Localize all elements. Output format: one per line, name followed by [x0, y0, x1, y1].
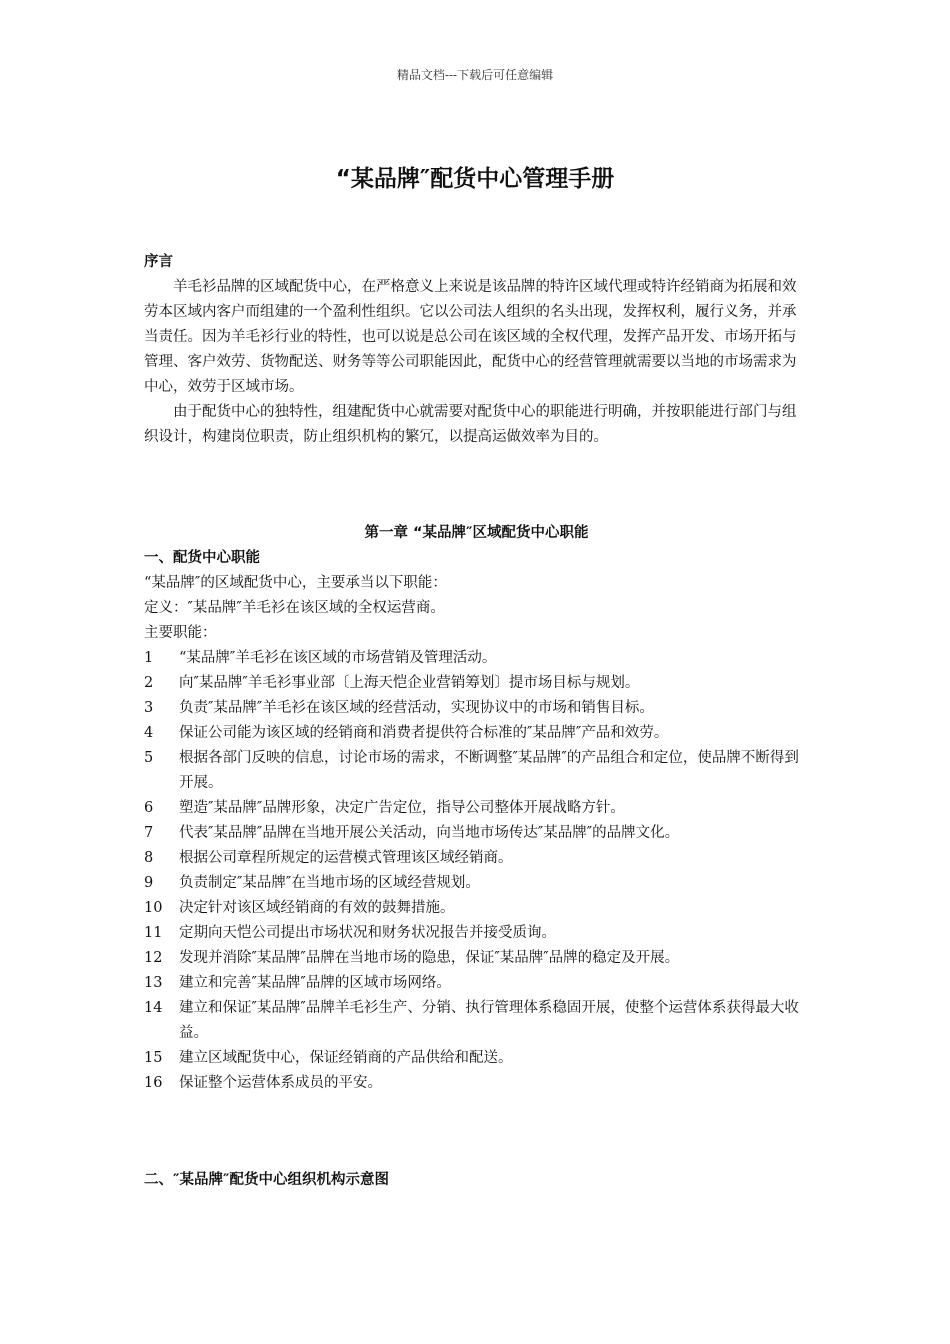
item-number: 7	[144, 825, 154, 841]
list-item	[144, 971, 809, 996]
item-text: 建立和完善″某品牌″品牌的区域市场网络。	[179, 975, 451, 991]
item-text: 根据公司章程所规定的运营模式管理该区域经销商。	[179, 850, 513, 866]
item-number: 13	[144, 975, 163, 991]
item-text: 塑造″某品牌″品牌形象，决定广告定位，指导公司整体开展战略方针。	[179, 800, 625, 816]
list-item	[144, 646, 809, 671]
list-item	[144, 696, 809, 721]
item-text: 建立区域配货中心，保证经销商的产品供给和配送。	[179, 1050, 513, 1066]
list-item	[144, 1071, 809, 1096]
item-text: 保证整个运营体系成员的平安。	[179, 1075, 382, 1091]
item-text: 向″某品牌″羊毛衫事业部〔上海天恺企业营销筹划〕提市场目标与规划。	[179, 675, 640, 691]
item-number: 11	[144, 925, 163, 941]
item-number: 1	[144, 650, 154, 666]
section-heading-2: 二、″某品牌″配货中心组织机构示意图	[144, 1172, 389, 1188]
item-text: 定期向天恺公司提出市场状况和财务状况报告并接受质询。	[179, 925, 556, 941]
intro-line-1: “某品牌″的区域配货中心，主要承当以下职能：	[144, 575, 447, 591]
preface-paragraph-2: 由于配货中心的独特性，组建配货中心就需要对配货中心的职能进行明确，并按职能进行部门与组织设计，构建岗位职责，防止组织机构的繁冗，以提高运做效率为目的。	[144, 404, 797, 445]
intro-line-2: 定义：″某品牌″羊毛衫在该区域的全权运营商。	[144, 600, 445, 616]
item-text: 根据各部门反映的信息，讨论市场的需求，不断调整″某品牌″的产品组合和定位，使品牌不断得到开展。	[179, 750, 799, 791]
item-number: 3	[144, 700, 154, 716]
section-heading-1: 一、配货中心职能	[144, 550, 260, 566]
item-text: 负责″某品牌″羊毛衫在该区域的经营活动，实现协议中的市场和销售目标。	[179, 700, 654, 716]
list-item	[144, 821, 809, 846]
item-number: 10	[144, 900, 163, 916]
item-number: 4	[144, 725, 154, 741]
item-number: 9	[144, 875, 154, 891]
function-list	[144, 646, 809, 1096]
list-item	[144, 921, 809, 946]
preface-paragraph-1: 羊毛衫品牌的区域配货中心，在严格意义上来说是该品牌的特许区域代理或特许经销商为拓展和效劳本区域内客户而组建的一个盈利性组织。它以公司法人组织的名头出现，发挥权利，履行义务，并承当责任。因为羊毛衫行业的特性，也可以说是总公司在该区域的全权代理，发挥产品开发、市场开拓与管理、客户效劳、货物配送、财务等等公司职能因此，配货中心的经营管理就需要以当地的市场需求为中心，效劳于区域市场。	[144, 279, 797, 395]
chapter-title: 第一章 “某品牌″区域配货中心职能	[364, 525, 589, 541]
item-number: 2	[144, 675, 154, 691]
list-item	[144, 946, 809, 971]
list-item	[144, 871, 809, 896]
item-text: 代表″某品牌″品牌在当地开展公关活动，向当地市场传达″某品牌″的品牌文化。	[179, 825, 680, 841]
list-item	[144, 746, 809, 796]
item-text: 决定针对该区域经销商的有效的鼓舞措施。	[179, 900, 455, 916]
item-text: “某品牌″羊毛衫在该区域的市场营销及管理活动。	[179, 650, 497, 666]
document-title: “某品牌″配货中心管理手册	[335, 166, 615, 192]
item-text: 保证公司能为该区域的经销商和消费者提供符合标准的″某品牌″产品和效劳。	[179, 725, 669, 741]
list-item	[144, 796, 809, 821]
item-number: 8	[144, 850, 154, 866]
list-item	[144, 671, 809, 696]
item-text: 发现并消除″某品牌″品牌在当地市场的隐患，保证″某品牌″品牌的稳定及开展。	[179, 950, 680, 966]
preface-heading: 序言	[144, 254, 173, 270]
item-text: 建立和保证″某品牌″品牌羊毛衫生产、分销、执行管理体系稳固开展，使整个运营体系获得最大收益。	[179, 1000, 799, 1041]
document-body	[144, 250, 809, 1193]
item-number: 15	[144, 1050, 163, 1066]
item-number: 14	[144, 1000, 163, 1016]
item-number: 12	[144, 950, 163, 966]
list-item	[144, 846, 809, 871]
list-item	[144, 721, 809, 746]
item-text: 负责制定″某品牌″在当地市场的区域经营规划。	[179, 875, 480, 891]
item-number: 5	[144, 750, 154, 766]
list-item	[144, 896, 809, 921]
item-number: 16	[144, 1075, 163, 1091]
list-item	[144, 1046, 809, 1071]
list-item	[144, 996, 809, 1046]
header-note: 精品文档---下载后可任意编辑	[396, 68, 554, 82]
intro-line-3: 主要职能：	[144, 625, 217, 641]
item-number: 6	[144, 800, 154, 816]
